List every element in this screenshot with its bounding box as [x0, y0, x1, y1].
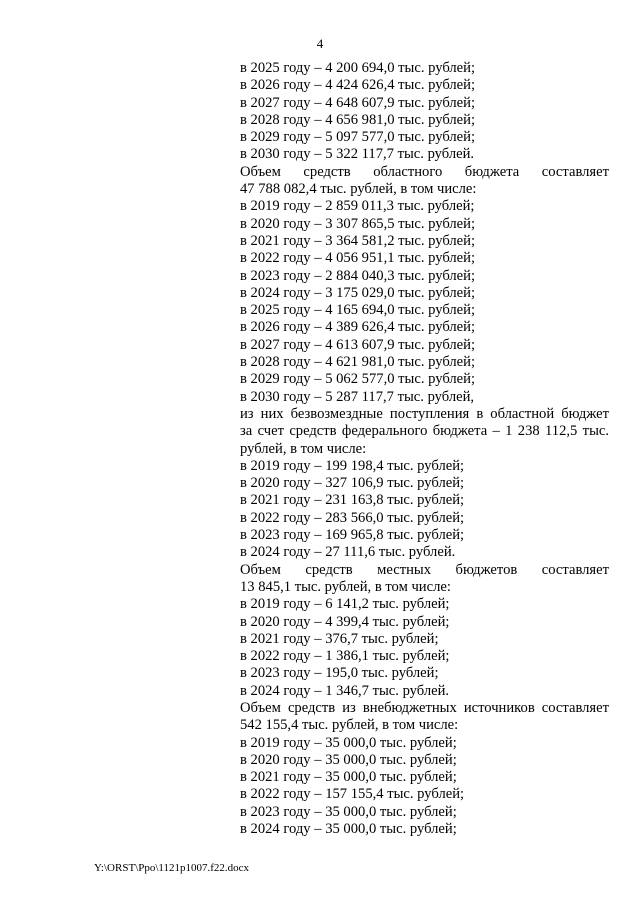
text-line: в 2020 году – 4 399,4 тыс. рублей;	[240, 613, 450, 630]
text-line: в 2021 году – 3 364 581,2 тыс. рублей;	[240, 232, 476, 249]
text-line: в 2023 году – 35 000,0 тыс. рублей;	[240, 803, 457, 820]
text-line: в 2021 году – 35 000,0 тыс. рублей;	[240, 769, 457, 786]
text-line: в 2023 году – 2 884 040,3 тыс. рублей;	[240, 267, 476, 284]
text-line: в 2029 году – 5 097 577,0 тыс. рублей;	[240, 129, 476, 146]
text-line: в 2029 году – 5 062 577,0 тыс. рублей;	[240, 371, 476, 388]
text-line: в 2025 году – 4 165 694,0 тыс. рублей;	[240, 302, 476, 319]
text-line: 47 788 082,4 тыс. рублей, в том числе:	[240, 181, 477, 198]
text-line: в 2022 году – 283 566,0 тыс. рублей;	[240, 509, 465, 526]
paragraph-line: из них безвозмездные поступления в областной бюджет	[240, 405, 609, 422]
text-line: в 2019 году – 199 198,4 тыс. рублей;	[240, 457, 465, 474]
text-line: в 2019 году – 6 141,2 тыс. рублей;	[240, 596, 450, 613]
text-line: в 2030 году – 5 322 117,7 тыс. рублей.	[240, 146, 475, 163]
text-line: в 2030 году – 5 287 117,7 тыс. рублей,	[240, 388, 475, 405]
footer-file-path: Y:\ORST\Ppo\1121p1007.f22.docx	[94, 862, 250, 874]
text-line: в 2020 году – 35 000,0 тыс. рублей;	[240, 751, 457, 768]
text-line: в 2019 году – 2 859 011,3 тыс. рублей;	[240, 198, 475, 215]
text-line: 542 155,4 тыс. рублей, в том числе:	[240, 717, 459, 734]
text-line: 13 845,1 тыс. рублей, в том числе:	[240, 578, 451, 595]
text-line: в 2021 году – 376,7 тыс. рублей;	[240, 630, 439, 647]
text-line: в 2025 году – 4 200 694,0 тыс. рублей;	[240, 60, 476, 76]
text-line: в 2024 году – 27 111,6 тыс. рублей.	[240, 544, 456, 561]
text-line: в 2023 году – 195,0 тыс. рублей;	[240, 665, 439, 682]
page-number: 4	[316, 36, 324, 51]
paragraph-line: Объем средств из внебюджетных источников составляет	[240, 699, 609, 716]
document-body	[240, 60, 609, 838]
paragraph-line: Объем средств местных бюджетов составляет	[240, 561, 609, 578]
text-line: в 2028 году – 4 621 981,0 тыс. рублей;	[240, 354, 476, 371]
text-line: в 2028 году – 4 656 981,0 тыс. рублей;	[240, 111, 476, 128]
text-line: в 2022 году – 1 386,1 тыс. рублей;	[240, 648, 450, 665]
text-line: в 2019 году – 35 000,0 тыс. рублей;	[240, 734, 457, 751]
text-line: в 2020 году – 3 307 865,5 тыс. рублей;	[240, 215, 476, 232]
text-line: в 2026 году – 4 424 626,4 тыс. рублей;	[240, 77, 476, 94]
text-line: в 2024 году – 3 175 029,0 тыс. рублей;	[240, 284, 476, 301]
text-line: в 2022 году – 157 155,4 тыс. рублей;	[240, 786, 465, 803]
paragraph-line: Объем средств областного бюджета составляет	[240, 163, 609, 180]
text-line: в 2024 году – 1 346,7 тыс. рублей.	[240, 682, 450, 699]
text-line: в 2023 году – 169 965,8 тыс. рублей;	[240, 527, 465, 544]
text-line: в 2026 году – 4 389 626,4 тыс. рублей;	[240, 319, 476, 336]
paragraph-line: за счет средств федерального бюджета – 1 238 112,5 тыс.	[240, 423, 609, 440]
text-line: рублей, в том числе:	[240, 440, 367, 457]
text-line: в 2022 году – 4 056 951,1 тыс. рублей;	[240, 250, 476, 267]
text-line: в 2027 году – 4 648 607,9 тыс. рублей;	[240, 94, 476, 111]
text-line: в 2027 году – 4 613 607,9 тыс. рублей;	[240, 336, 476, 353]
text-line: в 2024 году – 35 000,0 тыс. рублей;	[240, 821, 457, 838]
text-line: в 2020 году – 327 106,9 тыс. рублей;	[240, 475, 465, 492]
text-line: в 2021 году – 231 163,8 тыс. рублей;	[240, 492, 465, 509]
